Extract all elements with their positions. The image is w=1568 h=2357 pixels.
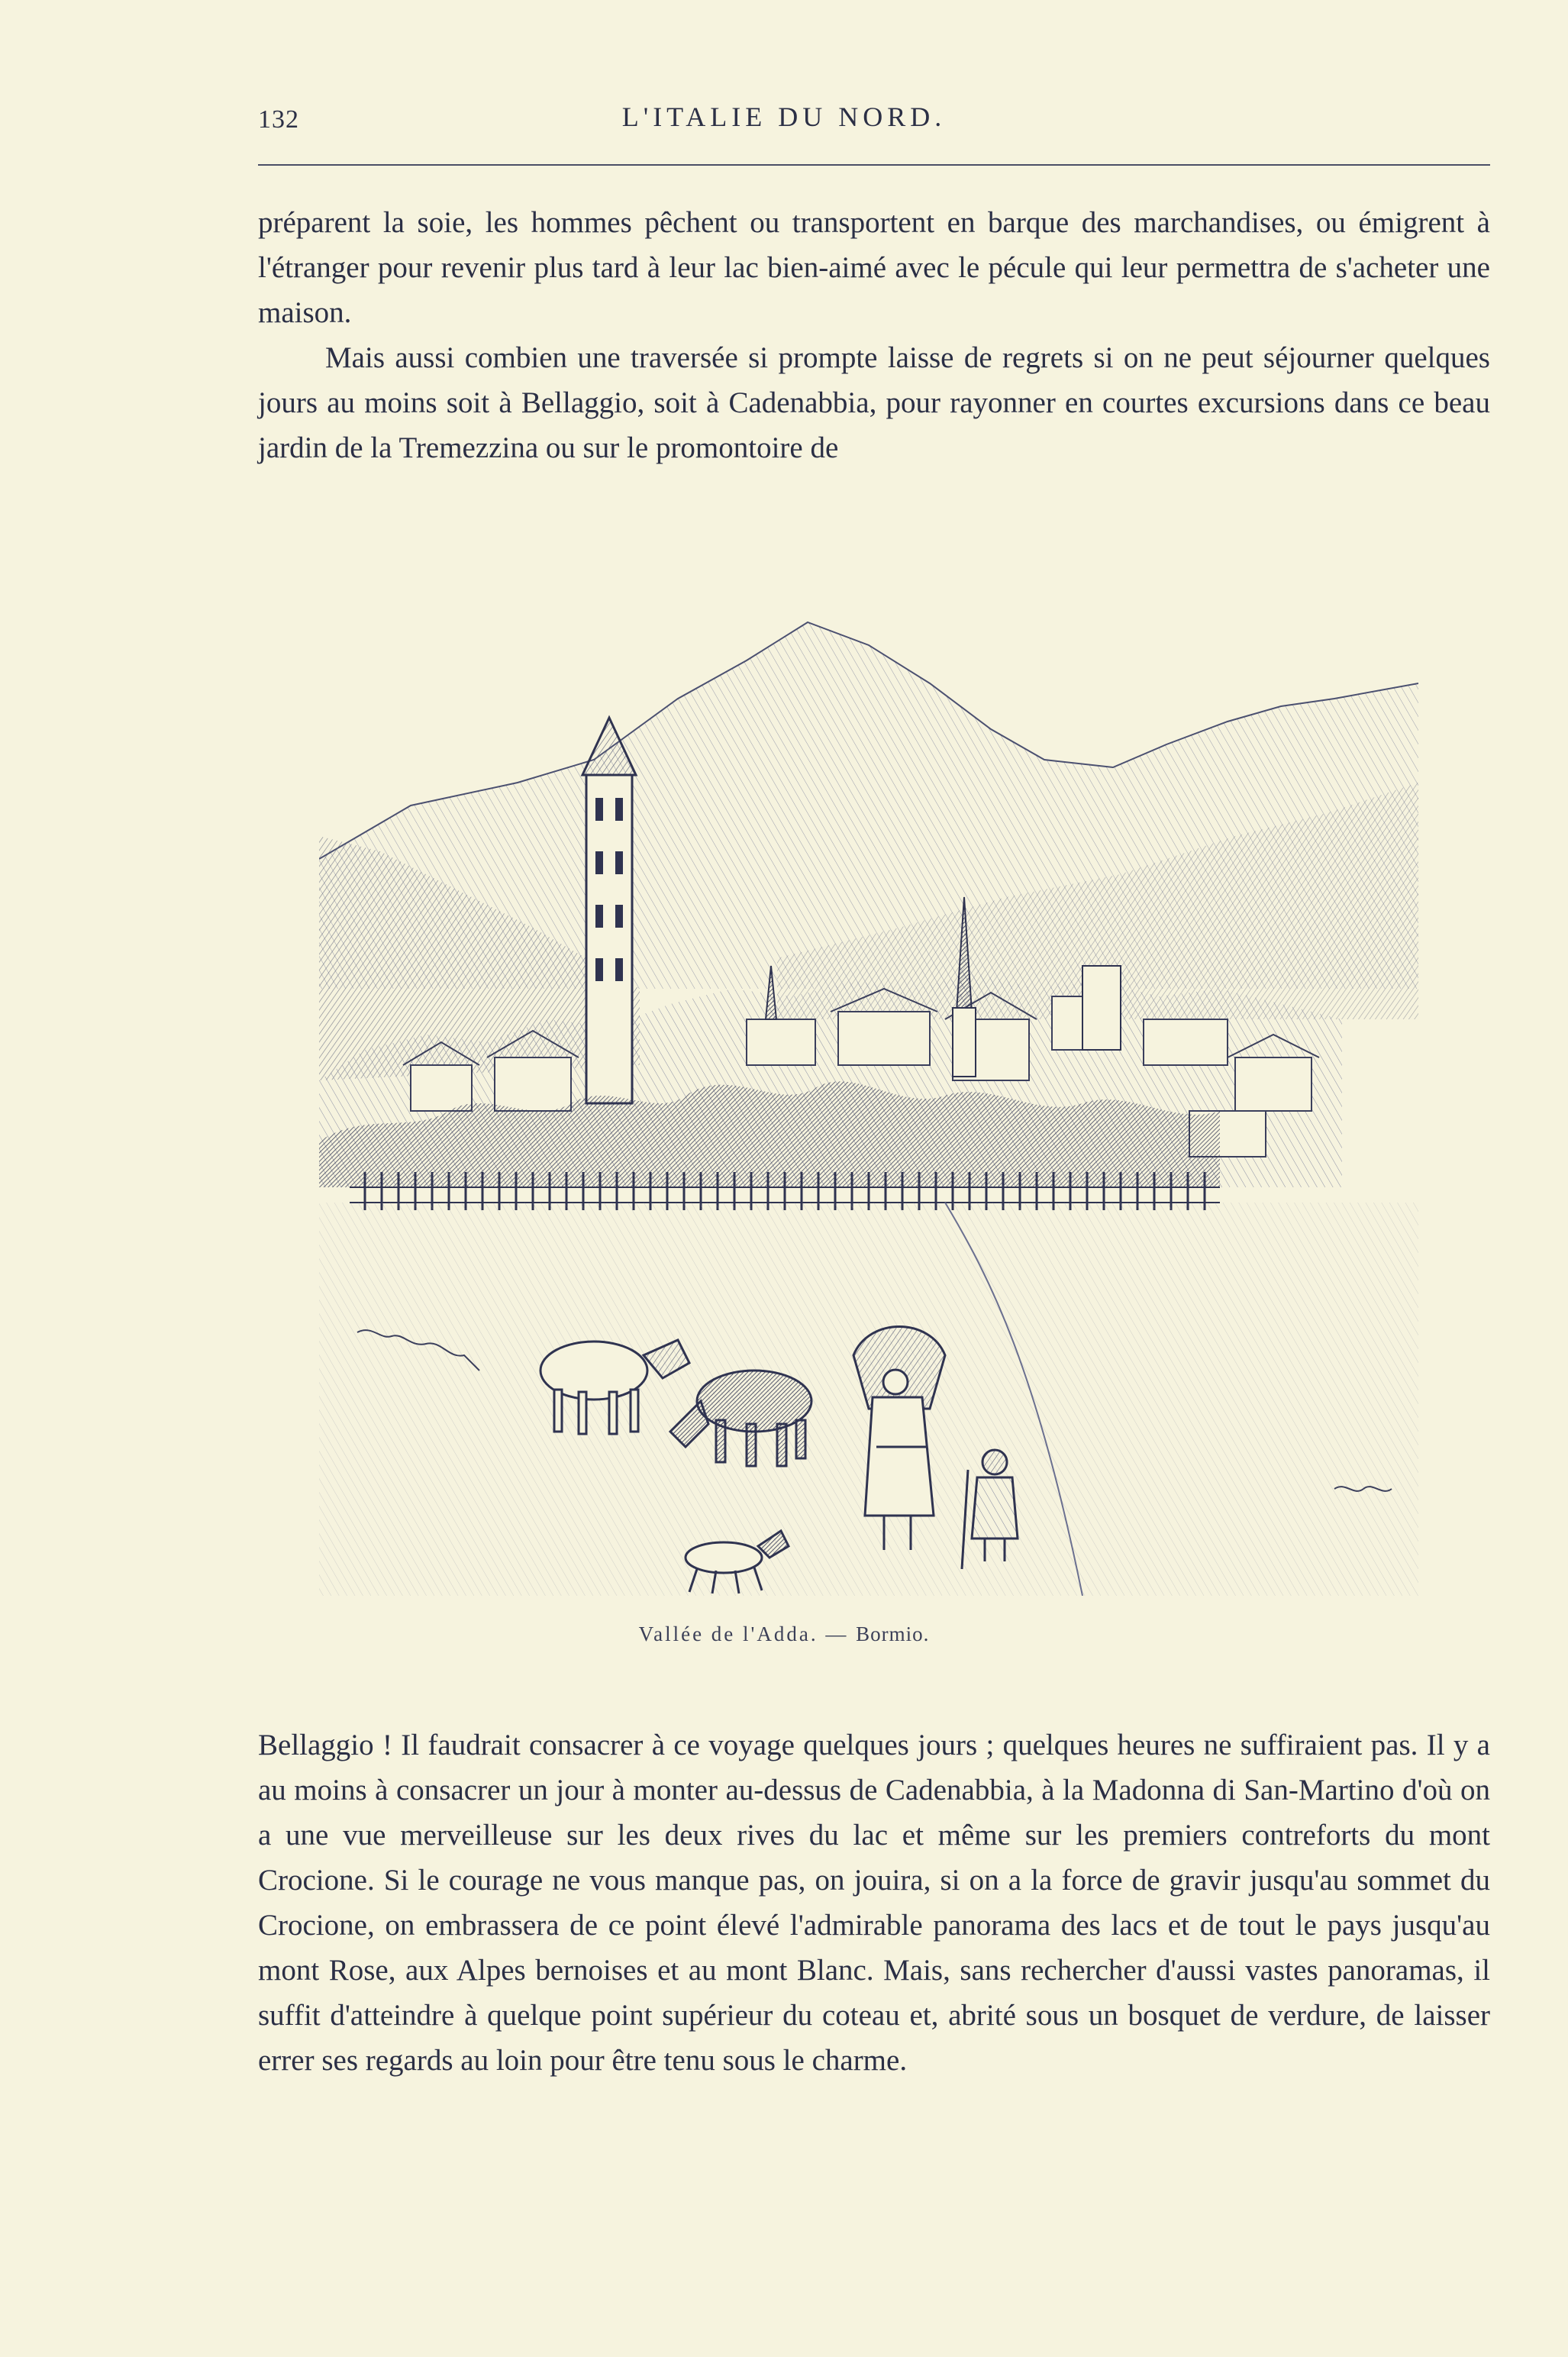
page-number: 132 [258,105,299,134]
caption-town: Bormio. [856,1622,930,1645]
paragraph-continuation: préparent la soie, les hommes pêchent ou transportent en barque des marchandises, ou émigrent à l'étranger pour revenir plus tard à leur lac bien-aimé avec le pécule qui leur permettra de s'acheter une maison. [258,206,1490,329]
header-rule [258,164,1490,166]
paragraph-continuation: Bellaggio ! Il faudrait consacrer à ce voyage quelques jours ; quelques heures ne suffiraient pas. Il y a au moins à consacrer un jour à monter au-dessus de Cadenabbia, à la Madonna di San-Martino d'où on a une vue merveilleuse sur les deux rives du lac et même sur les premiers contreforts du mont Crocione. Si le courage ne vous manque pas, on jouira, si on a la force de gravir jusqu'au sommet du Crocione, on embrassera de ce point élevé l'admirable panorama des lacs et de tout le pays jusqu'au mont Rose, aux Alpes bernoises et au mont Blanc. Mais, sans rechercher d'aussi vastes panoramas, il suffit d'atteindre à quelque point supérieur du coteau et, abrité sous un bosquet de verdure, de laisser errer ses regards au loin pour être tenu sous le charme. [258,1729,1490,2077]
bormio-illustration [319,531,1418,1596]
top-text-block [258,200,1490,470]
illustration-caption [0,1622,1568,1646]
bottom-text-block [258,1723,1490,2083]
running-title: L'ITALIE DU NORD. [621,102,947,132]
caption-valley: Vallée de l'Adda. — [638,1622,849,1645]
paragraph: Mais aussi combien une traversée si prompte laisse de regrets si on ne peut séjourner quelques jours au moins soit à Bellaggio, soit à Cadenabbia, pour rayonner en courtes excursions dans ce beau jardin de la Tremezzina ou sur le promontoire de [258,341,1490,464]
bell-tower [582,718,636,1103]
